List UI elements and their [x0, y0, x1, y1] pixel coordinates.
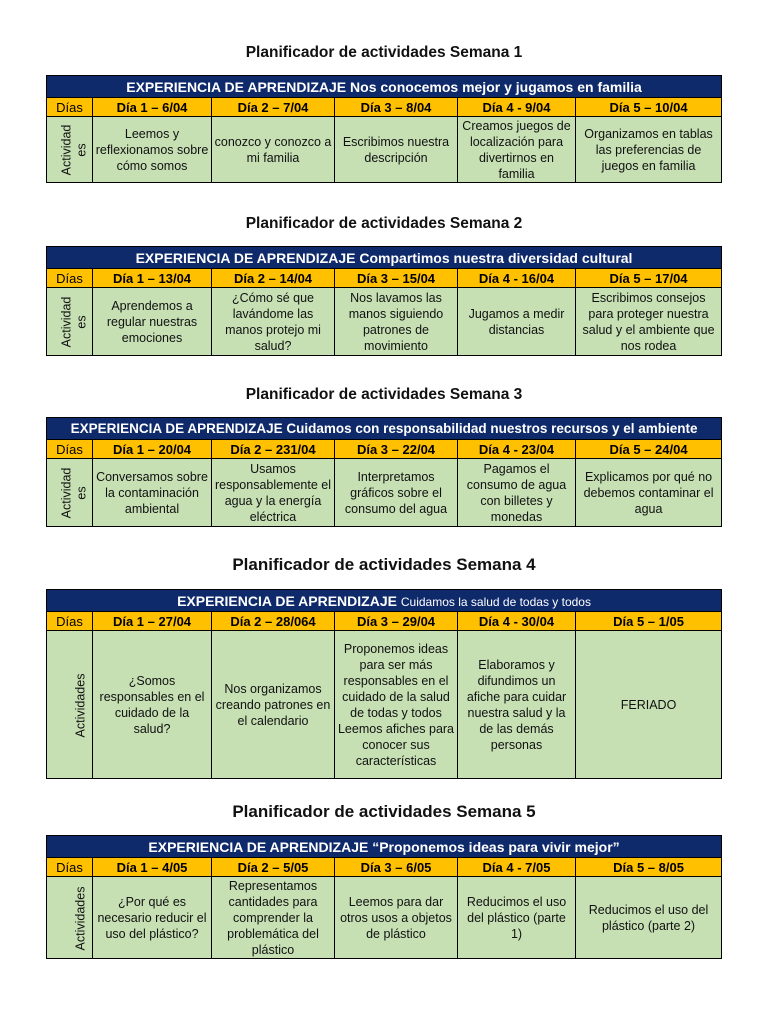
activity-4: Elaboramos y difundimos un afiche para cuidar nuestra salud y la de las demás personas — [458, 631, 576, 779]
activity-5: FERIADO — [576, 631, 722, 779]
week-5-table — [46, 835, 722, 959]
day-5: Día 5 – 24/04 — [576, 440, 722, 459]
activity-1: Conversamos sobre la contaminación ambiental — [93, 459, 212, 527]
activities-label — [47, 631, 93, 779]
activities-label-line1: Actividades — [73, 886, 88, 950]
experience-name: “Proponemos ideas para vivir mejor” — [372, 838, 620, 855]
activity-5: Reducimos el uso del plástico (parte 2) — [576, 877, 722, 959]
activity-2: Nos organizamos creando patrones en el calendario — [212, 631, 335, 779]
activities-label-line2: es — [74, 314, 89, 329]
experience-header — [47, 590, 722, 612]
week-3-table — [46, 417, 722, 527]
experience-label: EXPERIENCIA DE APRENDIZAJE — [126, 78, 347, 95]
day-2: Día 2 – 231/04 — [212, 440, 335, 459]
activity-2: ¿Cómo sé que lavándome las manos protejo mi salud? — [212, 288, 335, 356]
activity-4: Pagamos el consumo de agua con billetes y monedas — [458, 459, 576, 527]
day-4: Día 4 - 16/04 — [458, 269, 576, 288]
day-4: Día 4 - 7/05 — [458, 858, 576, 877]
activities-label-line1: Actividad — [59, 124, 74, 175]
activities-label-line1: Actividad — [59, 467, 74, 518]
week-1-table — [46, 75, 722, 183]
day-1: Día 1 – 27/04 — [93, 612, 212, 631]
experience-name: Nos conocemos mejor y jugamos en familia — [350, 78, 642, 95]
week-4-planner — [46, 589, 721, 779]
week-5-title: Planificador de actividades Semana 5 — [232, 802, 536, 821]
experience-label: EXPERIENCIA DE APRENDIZAJE — [135, 249, 356, 266]
week-3-title: Planificador de actividades Semana 3 — [245, 386, 523, 403]
activity-2: Representamos cantidades para comprender la problemática del plástico — [212, 877, 335, 959]
activities-label-line1: Actividades — [73, 673, 88, 737]
day-1: Día 1 – 4/05 — [93, 858, 212, 877]
day-2: Día 2 – 5/05 — [212, 858, 335, 877]
activity-5: Explicamos por qué no debemos contaminar el agua — [576, 459, 722, 527]
experience-header — [47, 247, 722, 269]
day-1: Día 1 – 6/04 — [93, 98, 212, 117]
week-4-table — [46, 589, 722, 779]
activity-4: Reducimos el uso del plástico (parte 1) — [458, 877, 576, 959]
experience-name: Compartimos nuestra diversidad cultural — [359, 249, 633, 266]
day-2: Día 2 – 14/04 — [212, 269, 335, 288]
day-3: Día 3 – 6/05 — [335, 858, 458, 877]
day-4: Día 4 - 23/04 — [458, 440, 576, 459]
days-label: Días — [47, 269, 93, 288]
activity-3: Interpretamos gráficos sobre el consumo del agua — [335, 459, 458, 527]
experience-label: EXPERIENCIA DE APRENDIZAJE — [177, 592, 397, 609]
activities-label-line2: es — [74, 485, 89, 500]
experience-header — [47, 76, 722, 98]
day-1: Día 1 – 20/04 — [93, 440, 212, 459]
day-5: Día 5 – 10/04 — [576, 98, 722, 117]
activities-label-line2: es — [74, 142, 89, 157]
activity-3: Leemos para dar otros usos a objetos de plástico — [335, 877, 458, 959]
day-2: Día 2 – 7/04 — [212, 98, 335, 117]
day-3: Día 3 – 8/04 — [335, 98, 458, 117]
activity-1: ¿Por qué es necesario reducir el uso del plástico? — [93, 877, 212, 959]
activities-label — [47, 117, 93, 183]
activities-label — [47, 288, 93, 356]
experience-name: Cuidamos la salud de todas y todos — [400, 594, 591, 609]
activities-label-line1: Actividad — [59, 296, 74, 347]
week-2-title: Planificador de actividades Semana 2 — [245, 215, 523, 232]
activity-4: Creamos juegos de localización para divertirnos en familia — [458, 117, 576, 183]
week-1-title: Planificador de actividades Semana 1 — [245, 44, 523, 61]
activity-2: conozco y conozco a mi familia — [212, 117, 335, 183]
activities-label — [47, 877, 93, 959]
activity-2: Usamos responsablemente el agua y la energía eléctrica — [212, 459, 335, 527]
days-label: Días — [47, 612, 93, 631]
week-1-planner — [46, 75, 721, 183]
day-1: Día 1 – 13/04 — [93, 269, 212, 288]
experience-name: Cuidamos con responsabilidad nuestros recursos y el ambiente — [286, 421, 698, 436]
days-label: Días — [47, 858, 93, 877]
activity-4: Jugamos a medir distancias — [458, 288, 576, 356]
day-4: Día 4 - 9/04 — [458, 98, 576, 117]
days-label: Días — [47, 440, 93, 459]
day-5: Día 5 – 8/05 — [576, 858, 722, 877]
experience-header — [47, 418, 722, 440]
day-3: Día 3 – 15/04 — [335, 269, 458, 288]
week-4-title: Planificador de actividades Semana 4 — [232, 555, 536, 574]
day-4: Día 4 - 30/04 — [458, 612, 576, 631]
week-5-planner — [46, 835, 721, 959]
activity-1: Aprendemos a regular nuestras emociones — [93, 288, 212, 356]
day-5: Día 5 – 17/04 — [576, 269, 722, 288]
week-2-planner — [46, 246, 721, 356]
activity-5: Organizamos en tablas las preferencias de juegos en familia — [576, 117, 722, 183]
activity-5: Escribimos consejos para proteger nuestra salud y el ambiente que nos rodea — [576, 288, 722, 356]
activity-1: ¿Somos responsables en el cuidado de la salud? — [93, 631, 212, 779]
experience-header — [47, 836, 722, 858]
activity-3: Proponemos ideas para ser más responsables en el cuidado de la salud de todas y todos Leemos afiches para conocer sus características — [335, 631, 458, 779]
day-3: Día 3 – 29/04 — [335, 612, 458, 631]
week-2-table — [46, 246, 722, 356]
experience-label: EXPERIENCIA DE APRENDIZAJE — [148, 838, 369, 855]
activity-3: Nos lavamos las manos siguiendo patrones de movimiento — [335, 288, 458, 356]
activity-1: Leemos y reflexionamos sobre cómo somos — [93, 117, 212, 183]
activity-3: Escribimos nuestra descripción — [335, 117, 458, 183]
day-3: Día 3 – 22/04 — [335, 440, 458, 459]
days-label: Días — [47, 98, 93, 117]
activities-label — [47, 459, 93, 527]
day-2: Día 2 – 28/064 — [212, 612, 335, 631]
day-5: Día 5 – 1/05 — [576, 612, 722, 631]
experience-label: EXPERIENCIA DE APRENDIZAJE — [70, 421, 283, 436]
week-3-planner — [46, 417, 721, 527]
